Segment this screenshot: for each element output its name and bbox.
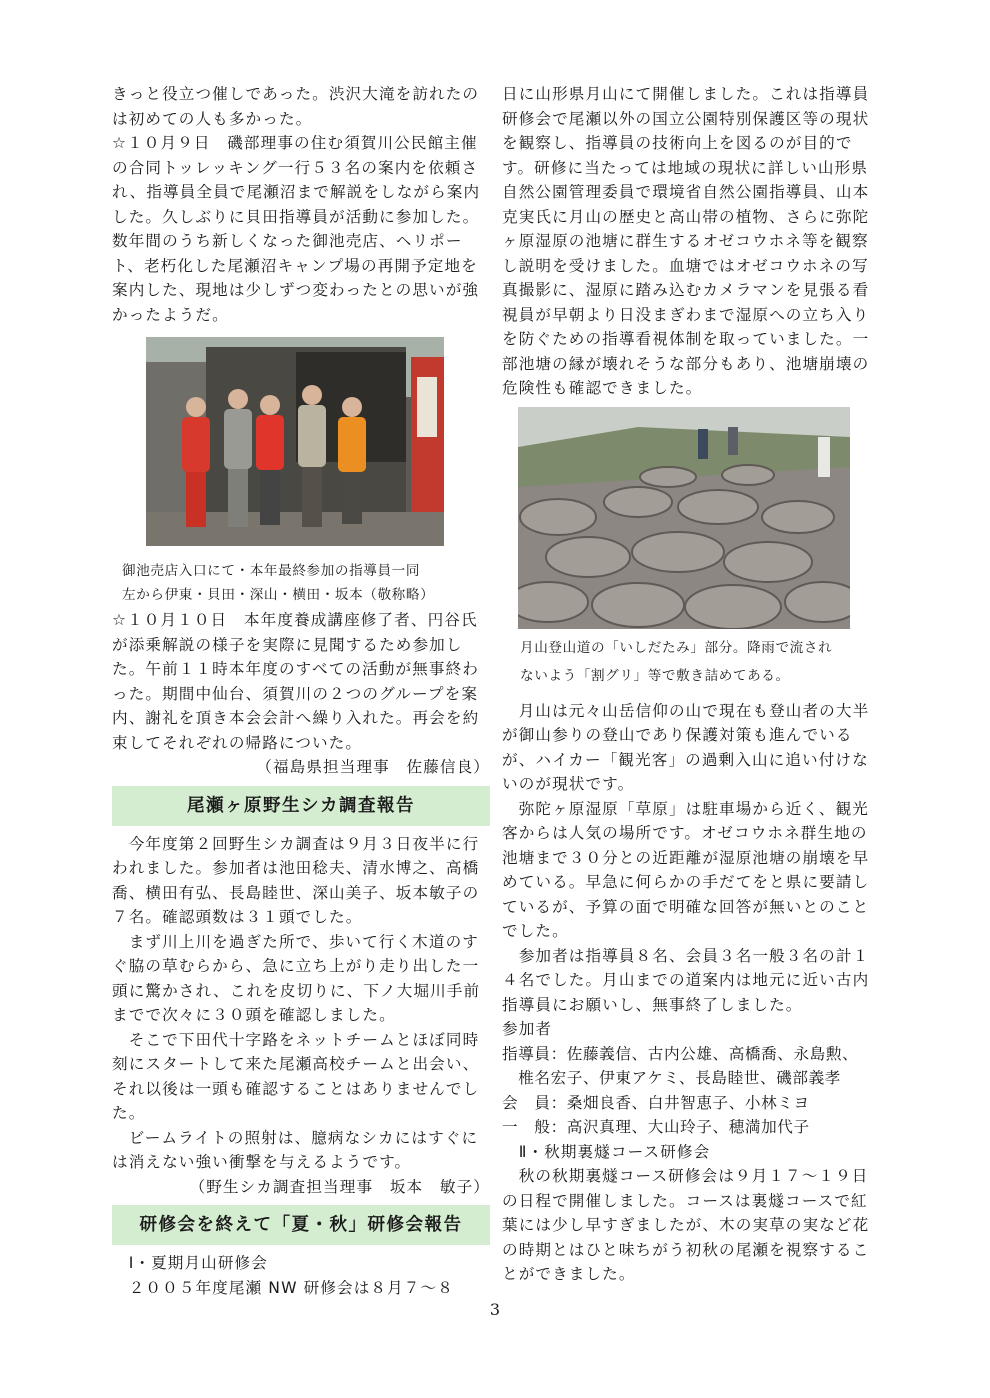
section-heading: 研修会を終えて「夏・秋」研修会報告	[112, 1205, 490, 1245]
section-subtitle: Ⅱ・秋期裏燧コース研修会	[502, 1142, 711, 1161]
paragraph: ☆１０月９日 磯部理事の住む須賀川公民館主催の合同トッレッキング一行５３名の案内を依頼され、指導員全員で尾瀬沼まで解説をしながら案内した。久しぶりに貝田指導員が活動に参加した。数年間のうち新しくなった御池売店、ヘリポート、老朽化した尾瀬沼キャンプ場の再開予定地を案内した、現地は少しずつ変わったとの思いが強かったようだ。	[112, 134, 481, 324]
paragraph: きっと役立つ催しであった。渋沢大滝を訪れたのは初めての人も多かった。	[112, 85, 480, 128]
page-number: 3	[489, 1300, 501, 1319]
paragraph: 秋の秋期裏燧コース研修会は９月１７～１９日の日程で開催しました。コースは裏燧コースで紅葉には少し早すぎましたが、木の実草の実など花の時期とはひと味ちがう初秋の尾瀬を視察することができました。	[502, 1167, 870, 1283]
participants-line: 一 般：高沢真理、大山玲子、穂満加代子	[502, 1118, 810, 1136]
paragraph: 日に山形県月山にて開催しました。これは指導員研修会で尾瀬以外の国立公園特別保護区等の現状を観察し、指導員の技術向上を図るのが目的です。研修に当たっては地域の現状に詳しい山形県自然公園管理委員で環境省自然公園指導員、山本克実氏に月山の歴史と高山帯の植物、さらに弥陀ヶ原湿原の池塘に群生するオゼコウホネ等を観察し説明を受けました。血塘ではオゼコウホネの写真撮影に、湿原に踏み込むカメラマンを見張る看視員が早朝より日没まぎわまで湿原への立ち入りを防ぐための指導看視体制を取っていました。一部池塘の縁が壊れそうな部分もあり、池塘崩壊の危険性も確認できました。	[502, 85, 870, 397]
left-column	[112, 82, 490, 1300]
paragraph: ☆１０月１０日 本年度養成講座修了者、円谷氏が添乗解説の様子を実際に見聞するため参加した。午前１１時本年度のすべての活動が無事終わった。期間中仙台、須賀川の２つのグループを案内、謝礼を頂き本会会計へ繰り入れた。再会を約束してそれぞれの帰路についた。	[112, 611, 480, 752]
signature: （福島県担当理事 佐藤信良）	[256, 758, 490, 776]
photo-caption: ないよう「割グリ」等で敷き詰めてある。	[520, 667, 790, 684]
section-heading: 尾瀬ヶ原野生シカ調査報告	[112, 786, 490, 826]
right-column	[502, 82, 880, 1287]
signature: （野生シカ調査担当理事 坂本 敏子）	[189, 1177, 490, 1196]
paragraph: Ⅰ・夏期月山研修会	[112, 1254, 268, 1272]
paragraph: そこで下田代十字路をネットチームとほぼ同時刻にスタートして来た尾瀬高校チームと出会い、それ以後は一頭も確認することはありませんでした。	[112, 1030, 480, 1122]
participants-line: 会 員：桑畑良香、白井智恵子、小林ミヨ	[502, 1093, 810, 1112]
paragraph: 弥陀ヶ原湿原「草原」は駐車場から近く、観光客からは人気の場所です。オゼコウホネ群生地の池塘まで３０分との近距離が湿原池塘の崩壊を早めている。早急に何らかの手だてをと県に要請しているが、予算の面で明確な回答が無いとのことでした。	[502, 799, 870, 940]
group-photo-image	[146, 337, 444, 546]
paragraph: まず川上川を過ぎた所で、歩いて行く木道のすぐ脇の草むらから、急に立ち上がり走り出した一頭に驚かされ、これを皮切りに、下ノ大堀川手前までで次々に３０頭を確認しました。	[112, 932, 481, 1024]
rocky-trail-image	[518, 407, 850, 629]
participants-line: 椎名宏子、伊東アケミ、長島睦世、磯部義孝	[502, 1069, 841, 1087]
paragraph: 月山は元々山岳信仰の山で現在も登山者の大半が御山参りの登山であり保護対策も進んでいるが、ハイカー「観光客」の過剰入山に追い付けないのが現状です。	[502, 701, 870, 793]
photo-caption: 御池売店入口にて・本年最終参加の指導員一同	[122, 563, 421, 579]
paragraph: 今年度第２回野生シカ調査は９月３日夜半に行われました。参加者は池田稔夫、清水博之、高橋喬、横田有弘、長島睦世、深山美子、坂本敏子の７名。確認頭数は３１頭でした。	[112, 834, 480, 926]
photo-caption: 左から伊東・貝田・深山・横田・坂本（敬称略）	[122, 587, 435, 603]
photo-caption: 月山登山道の「いしだたみ」部分。降雨で流され	[520, 639, 833, 656]
participants-line: 指導員：佐藤義信、古内公雄、高橋喬、永島勲、	[502, 1044, 859, 1063]
paragraph: ２００５年度尾瀬 NW 研修会は８月７～８	[112, 1278, 454, 1297]
participants-title: 参加者	[502, 1020, 553, 1038]
paragraph: 参加者は指導員８名、会員３名一般３名の計１４名でした。月山までの道案内は地元に近い古内指導員にお願いし、無事終了しました。	[502, 946, 870, 1014]
paragraph: ビームライトの照射は、臆病なシカにはすぐには消えない強い衝撃を与えるようです。	[112, 1128, 479, 1171]
